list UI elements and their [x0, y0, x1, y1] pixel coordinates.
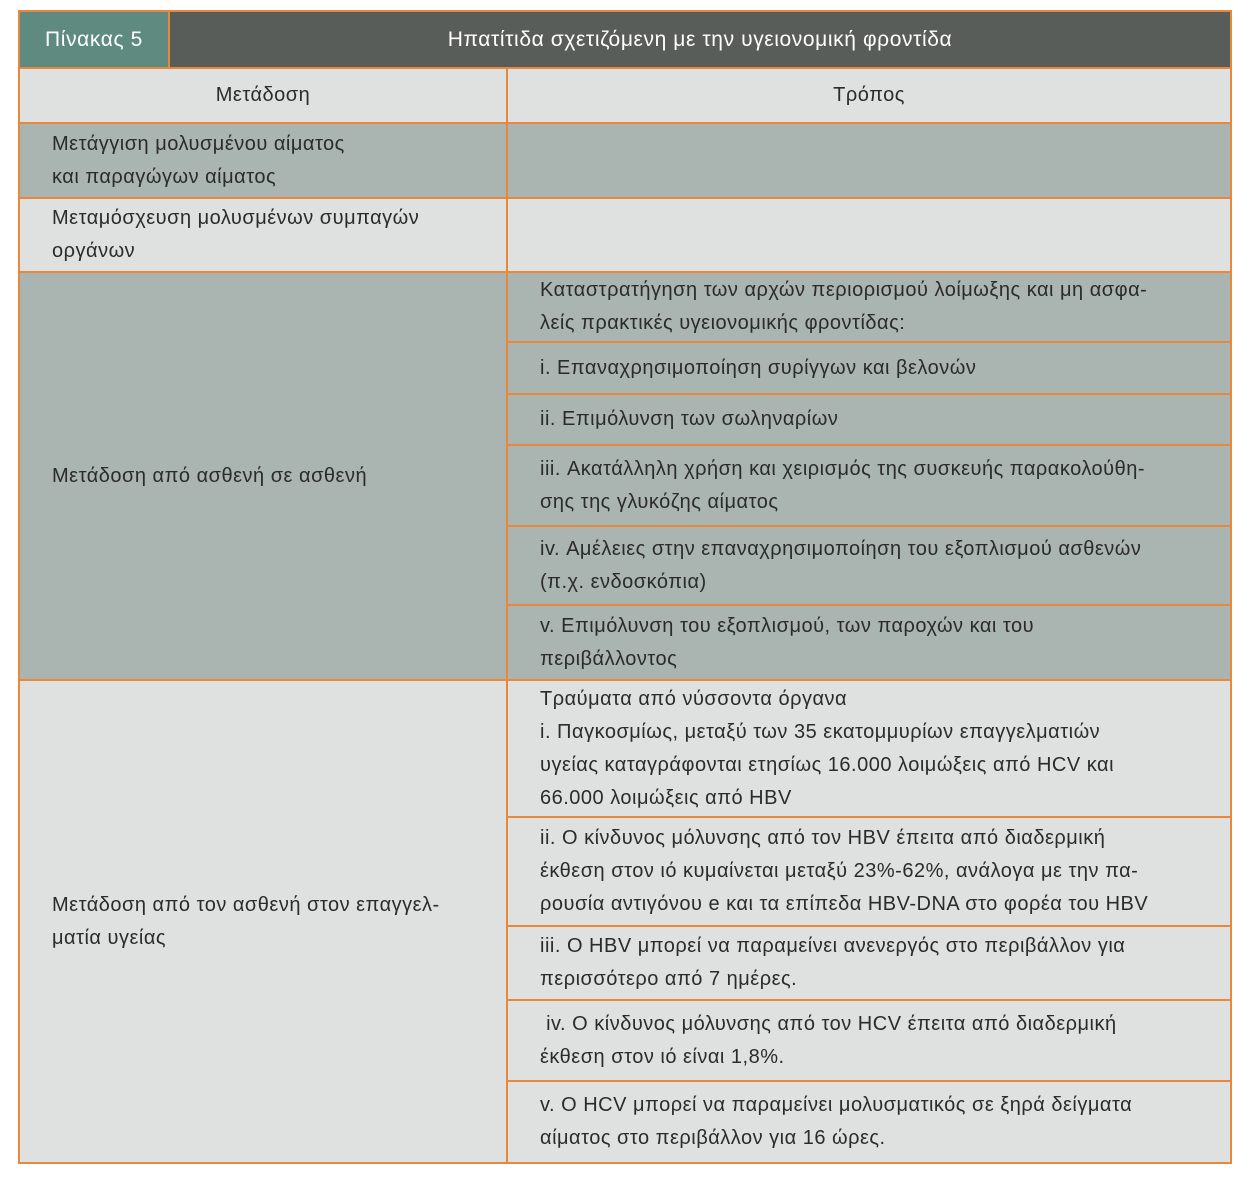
- mode-item: [508, 818, 1230, 927]
- table-title-text: Ηπατίτιδα σχετιζόμενη με την υγειονομική φροντίδα: [447, 27, 953, 51]
- table-row: [20, 124, 1230, 199]
- mode-item: [508, 395, 1230, 446]
- mode-item: [508, 343, 1230, 395]
- mode-item: [508, 681, 1230, 818]
- mode-item: [508, 527, 1230, 606]
- mode-text: v. Επιμόλυνση του εξοπλισμού, των παροχών και του περιβάλλοντος: [540, 614, 1035, 670]
- mode-item: [508, 446, 1230, 527]
- mode-text: ii. Επιμόλυνση των σωληναρίων: [540, 408, 839, 430]
- column-header-row: [20, 69, 1230, 124]
- table-number-label: [20, 12, 170, 67]
- column-header-mode-text: Τρόπος: [833, 84, 905, 106]
- column-header-mode: [508, 69, 1230, 122]
- hepatitis-table: [18, 10, 1232, 1164]
- table-row: [20, 681, 1230, 1162]
- transmission-text: Μετάδοση από τον ασθενή στον επαγγελ- ματία υγείας: [52, 893, 440, 949]
- column-header-transmission-text: Μετάδοση: [215, 84, 311, 106]
- mode-cell-empty: [508, 124, 1230, 197]
- mode-text: i. Επαναχρησιμοποίηση συρίγγων και βελονών: [540, 356, 977, 379]
- table-title: [170, 12, 1230, 67]
- table-number-text: Πίνακας 5: [45, 27, 143, 51]
- table-header-row: [20, 12, 1230, 69]
- mode-cell-empty: [508, 199, 1230, 271]
- table-row: [20, 199, 1230, 273]
- mode-item: [508, 1082, 1230, 1162]
- mode-item: [508, 1001, 1230, 1082]
- transmission-cell: [20, 273, 508, 679]
- mode-text: iii. Ο HBV μπορεί να παραμείνει ανενεργός στο περιβάλλον για περισσότερο από 7 ημέρες.: [540, 935, 1126, 990]
- column-header-transmission: [20, 69, 508, 122]
- mode-cell: [508, 273, 1230, 679]
- mode-text: iv. Ο κίνδυνος μόλυνσης από τον HCV έπειτα από διαδερμική έκθεση στον ιό είναι 1,8%.: [540, 1012, 1117, 1068]
- mode-text: iv. Αμέλειες στην επαναχρησιμοποίηση του εξοπλισμού ασθενών (π.χ. ενδοσκόπια): [540, 537, 1142, 593]
- mode-text: Καταστρατήγηση των αρχών περιορισμού λοίμωξης και μη ασφα- λείς πρακτικές υγειονομικής φροντίδας:: [540, 279, 1148, 334]
- transmission-cell: [20, 124, 508, 197]
- transmission-text: Μετάδοση από ασθενή σε ασθενή: [52, 464, 368, 487]
- transmission-cell: [20, 681, 508, 1162]
- mode-text: ii. Ο κίνδυνος μόλυνσης από τον HBV έπειτα από διαδερμική έκθεση στον ιό κυμαίνεται μεταξύ 23%-62%, ανάλογα με την πα- ρουσία αντιγόνου e και τα επίπεδα HBV-DNA στο φορέα του HBV: [540, 827, 1149, 915]
- mode-text: iii. Ακατάλληλη χρήση και χειρισμός της συσκευής παρακολούθη- σης της γλυκόζης αίματος: [540, 457, 1145, 513]
- table-row: [20, 273, 1230, 681]
- mode-text: Τραύματα από νύσσοντα όργανα i. Παγκοσμίως, μεταξύ των 35 εκατομμυρίων επαγγελματιών υγείας καταγράφονται ετησίως 16.000 λοιμώξεις από HCV και 66.000 λοιμώξεις από HBV: [540, 687, 1115, 809]
- mode-item: [508, 606, 1230, 679]
- transmission-text: Μεταμόσχευση μολυσμένων συμπαγών οργάνων: [52, 207, 420, 262]
- mode-item: [508, 273, 1230, 343]
- mode-cell: [508, 681, 1230, 1162]
- transmission-cell: [20, 199, 508, 271]
- mode-item: [508, 927, 1230, 1001]
- mode-text: v. Ο HCV μπορεί να παραμείνει μολυσματικός σε ξηρά δείγματα αίματος στο περιβάλλον για 16 ώρες.: [540, 1094, 1133, 1149]
- transmission-text: Μετάγγιση μολυσμένου αίματος και παραγώγων αίματος: [52, 132, 345, 188]
